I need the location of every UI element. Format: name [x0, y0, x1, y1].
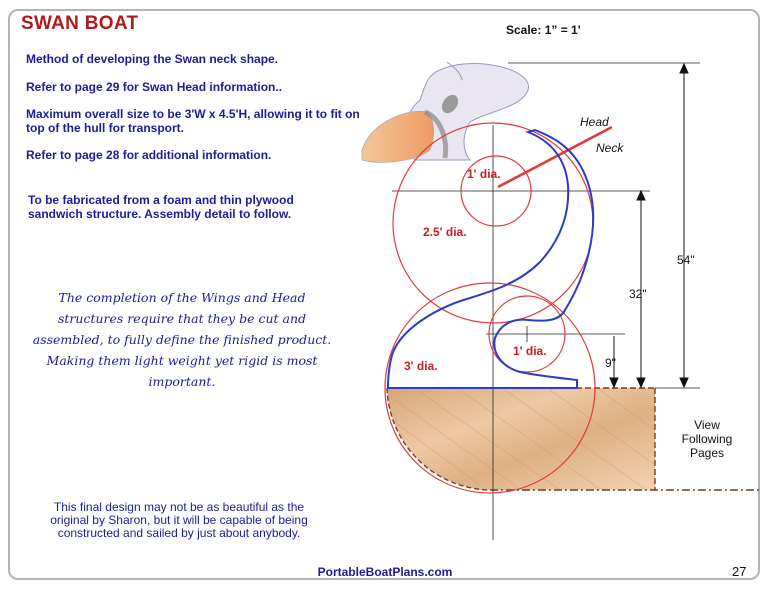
head-label: Head — [580, 115, 609, 129]
scale-label: Scale: 1” = 1' — [506, 23, 581, 37]
circle-top-label: 1' dia. — [467, 167, 501, 181]
page-number: 27 — [732, 564, 747, 579]
circle-small-label: 1' dia. — [513, 344, 547, 358]
head-neck-line — [498, 127, 612, 187]
dim-overall — [680, 64, 688, 387]
site-link[interactable]: PortableBoatPlans.com — [317, 565, 453, 579]
note-fabrication: To be fabricated from a foam and thin plywood sandwich structure. Assembly detail to follow. — [28, 193, 294, 221]
neck-label: Neck — [596, 141, 624, 155]
circle-bottom-label: 3' dia. — [404, 359, 438, 373]
dim-neck-label: 32" — [629, 287, 647, 301]
note-head-reference: Refer to page 29 for Swan Head information.. — [26, 80, 283, 94]
hull-section — [387, 388, 655, 490]
circle-mid-label: 2.5' dia. — [423, 225, 467, 239]
page-title: SWAN BOAT — [21, 13, 139, 34]
note-method: Method of developing the Swan neck shape. — [26, 52, 279, 66]
dim-base-label: 9" — [605, 356, 616, 370]
view-following-pages: View Following Pages — [681, 418, 733, 460]
design-disclaimer: This final design may not be as beautiful as the original by Sharon, but it will be capable of being constructed and sailed by just about anybody. — [50, 500, 308, 540]
note-max-size: Maximum overall size to be 3'W x 4.5'H, allowing it to fit on top of the hull for transport. — [26, 107, 360, 135]
note-additional-info: Refer to page 28 for additional information. — [26, 148, 272, 162]
swan-head-sketch — [362, 62, 529, 162]
dim-overall-label: 54" — [677, 253, 695, 267]
handwritten-note: The completion of the Wings and Head structures require that they be cut and assembled, to fully define the finished product. Making them light weight yet rigid is most important. — [32, 290, 332, 389]
